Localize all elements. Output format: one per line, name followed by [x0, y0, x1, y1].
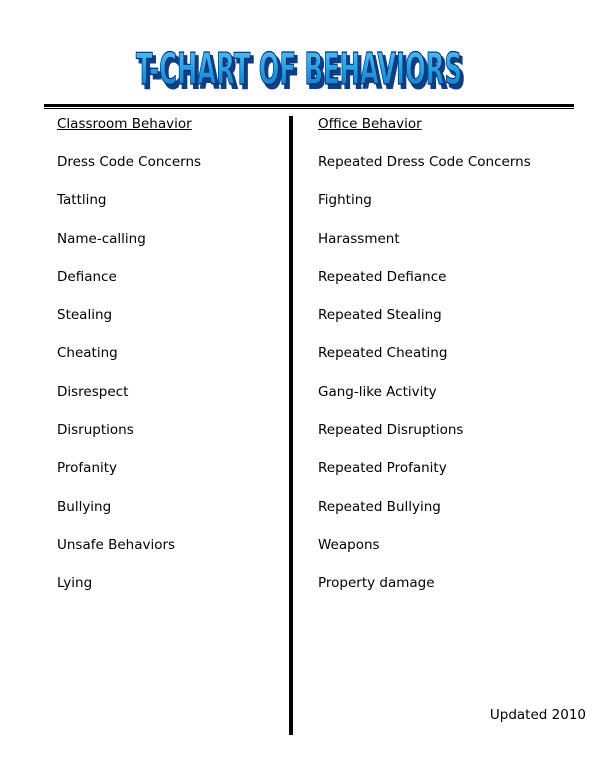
office-behavior-item: Repeated Disruptions	[318, 422, 464, 439]
office-behavior-column	[318, 114, 531, 612]
classroom-behavior-item: Unsafe Behaviors	[57, 536, 176, 553]
office-behavior-item: Harassment	[318, 230, 400, 247]
classroom-behavior-item: Lying	[57, 575, 93, 592]
office-behavior-item: Repeated Cheating	[318, 345, 448, 362]
classroom-behavior-item: Defiance	[57, 268, 117, 285]
office-behavior-item: Repeated Dress Code Concerns	[318, 154, 531, 170]
classroom-behavior-item: Bullying	[57, 498, 112, 515]
office-behavior-item: Gang-like Activity	[318, 383, 437, 400]
classroom-behavior-column	[57, 114, 201, 612]
office-behavior-item: Fighting	[318, 192, 372, 209]
classroom-behavior-item: Disruptions	[57, 422, 134, 439]
classroom-behavior-item: Profanity	[57, 460, 118, 477]
office-behavior-item: Repeated Profanity	[318, 460, 447, 477]
office-behavior-item: Weapons	[318, 536, 380, 553]
classroom-behavior-item: Cheating	[57, 345, 118, 362]
top-rule	[44, 104, 574, 107]
office-behavior-heading: Office Behavior	[318, 116, 422, 132]
classroom-behavior-item: Disrespect	[57, 383, 129, 400]
updated-date: Updated 2010	[489, 707, 586, 723]
title-text: T-CHART OF BEHAVIORS	[136, 44, 462, 95]
office-behavior-item: Repeated Defiance	[318, 268, 447, 285]
title-wordart	[132, 33, 468, 97]
title-shadow: T-CHART OF BEHAVIORS	[139, 48, 465, 97]
office-behavior-item: Property damage	[318, 575, 435, 592]
top-rule-thin	[44, 108, 574, 109]
classroom-behavior-item: Tattling	[57, 192, 107, 209]
t-chart-divider	[289, 116, 293, 735]
page-title	[132, 33, 468, 97]
classroom-behavior-item: Dress Code Concerns	[57, 154, 202, 170]
classroom-behavior-item: Stealing	[57, 307, 113, 324]
classroom-behavior-heading: Classroom Behavior	[57, 116, 192, 132]
office-behavior-item: Repeated Stealing	[318, 307, 442, 324]
office-behavior-item: Repeated Bullying	[318, 498, 441, 515]
classroom-behavior-item: Name-calling	[57, 230, 146, 247]
